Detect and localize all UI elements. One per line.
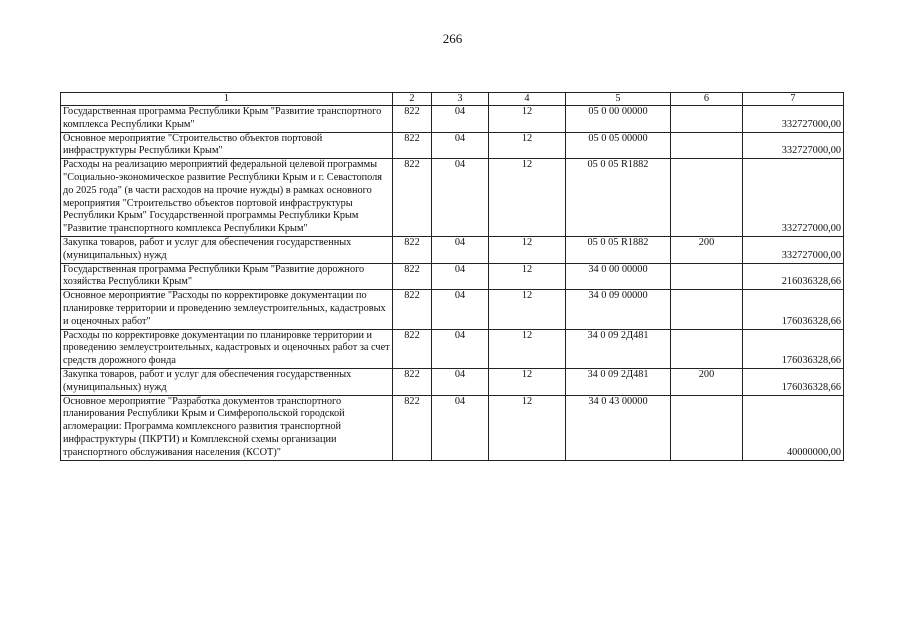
row-expense-type-cell xyxy=(671,159,743,237)
row-expense-type-cell xyxy=(671,263,743,290)
row-target-article-cell: 34 0 09 00000 xyxy=(566,290,671,329)
row-subsection-cell: 12 xyxy=(489,132,566,159)
row-grbs-cell: 822 xyxy=(393,236,432,263)
row-subsection-cell: 12 xyxy=(489,290,566,329)
row-subsection-cell: 12 xyxy=(489,263,566,290)
column-header: 6 xyxy=(671,93,743,106)
column-header: 7 xyxy=(743,93,844,106)
row-amount-cell: 176036328,66 xyxy=(743,290,844,329)
row-grbs-cell: 822 xyxy=(393,159,432,237)
column-header: 1 xyxy=(61,93,393,106)
row-grbs-cell: 822 xyxy=(393,329,432,368)
table-row xyxy=(61,290,844,329)
page-number: 266 xyxy=(442,31,463,46)
row-amount-cell: 332727000,00 xyxy=(743,106,844,133)
row-section-cell: 04 xyxy=(432,329,489,368)
row-subsection-cell: 12 xyxy=(489,329,566,368)
row-name-cell: Основное мероприятие "Разработка документов транспортного планирования Республики Крым и Симферопольской городской агломерации: Программа комплексного развития транспортной инфраструктуры (ПКРТИ) и Комплексной схемы организации транспортного обслуживания населения (КСОТ)" xyxy=(61,395,393,460)
row-expense-type-cell: 200 xyxy=(671,236,743,263)
row-section-cell: 04 xyxy=(432,236,489,263)
row-name-cell: Расходы на реализацию мероприятий федеральной целевой программы "Социально-экономическое развитие Республики Крым и г. Севастополя до 2025 года" (в части расходов на прочие нужды) в рамках основного мероприятия "Строительство объектов портовой инфраструктуры Республики Крым" Государственной программы Республики Крым "Развитие транспортного комплекса Республики Крым" xyxy=(61,159,393,237)
row-expense-type-cell xyxy=(671,395,743,460)
table-row xyxy=(61,329,844,368)
row-grbs-cell: 822 xyxy=(393,263,432,290)
column-header: 3 xyxy=(432,93,489,106)
table-row xyxy=(61,395,844,460)
row-target-article-cell: 34 0 00 00000 xyxy=(566,263,671,290)
row-amount-cell: 332727000,00 xyxy=(743,159,844,237)
row-name-cell: Закупка товаров, работ и услуг для обеспечения государственных (муниципальных) нужд xyxy=(61,236,393,263)
row-target-article-cell: 05 0 05 R1882 xyxy=(566,159,671,237)
row-name-cell: Государственная программа Республики Крым "Развитие транспортного комплекса Республики Крым" xyxy=(61,106,393,133)
row-grbs-cell: 822 xyxy=(393,106,432,133)
row-grbs-cell: 822 xyxy=(393,290,432,329)
row-name-cell: Расходы по корректировке документации по планировке территории и проведению землеустроительных, кадастровых и оценочных работ за счет средств дорожного фонда xyxy=(61,329,393,368)
row-target-article-cell: 34 0 43 00000 xyxy=(566,395,671,460)
row-name-cell: Основное мероприятие "Расходы по корректировке документации по планировке территории и проведению землеустроительных, кадастровых и оценочных работ" xyxy=(61,290,393,329)
row-amount-cell: 216036328,66 xyxy=(743,263,844,290)
row-target-article-cell: 34 0 09 2Д481 xyxy=(566,329,671,368)
row-section-cell: 04 xyxy=(432,368,489,395)
row-subsection-cell: 12 xyxy=(489,236,566,263)
column-header: 4 xyxy=(489,93,566,106)
row-expense-type-cell xyxy=(671,106,743,133)
table-row xyxy=(61,159,844,237)
row-grbs-cell: 822 xyxy=(393,395,432,460)
table-header-row xyxy=(61,93,844,106)
column-header: 2 xyxy=(393,93,432,106)
row-section-cell: 04 xyxy=(432,395,489,460)
row-target-article-cell: 05 0 00 00000 xyxy=(566,106,671,133)
row-amount-cell: 40000000,00 xyxy=(743,395,844,460)
row-subsection-cell: 12 xyxy=(489,368,566,395)
row-section-cell: 04 xyxy=(432,106,489,133)
table-row xyxy=(61,368,844,395)
row-amount-cell: 176036328,66 xyxy=(743,329,844,368)
row-grbs-cell: 822 xyxy=(393,132,432,159)
table-row xyxy=(61,263,844,290)
row-subsection-cell: 12 xyxy=(489,395,566,460)
column-header: 5 xyxy=(566,93,671,106)
table-row xyxy=(61,106,844,133)
row-name-cell: Государственная программа Республики Крым "Развитие дорожного хозяйства Республики Крым" xyxy=(61,263,393,290)
table-row xyxy=(61,132,844,159)
row-amount-cell: 332727000,00 xyxy=(743,132,844,159)
row-name-cell: Закупка товаров, работ и услуг для обеспечения государственных (муниципальных) нужд xyxy=(61,368,393,395)
row-target-article-cell: 05 0 05 R1882 xyxy=(566,236,671,263)
row-name-cell: Основное мероприятие "Строительство объектов портовой инфраструктуры Республики Крым" xyxy=(61,132,393,159)
row-expense-type-cell xyxy=(671,290,743,329)
budget-table xyxy=(60,92,844,461)
table-row xyxy=(61,236,844,263)
row-section-cell: 04 xyxy=(432,290,489,329)
row-expense-type-cell: 200 xyxy=(671,368,743,395)
row-section-cell: 04 xyxy=(432,132,489,159)
row-grbs-cell: 822 xyxy=(393,368,432,395)
row-amount-cell: 176036328,66 xyxy=(743,368,844,395)
row-section-cell: 04 xyxy=(432,159,489,237)
row-subsection-cell: 12 xyxy=(489,159,566,237)
row-section-cell: 04 xyxy=(432,263,489,290)
row-expense-type-cell xyxy=(671,132,743,159)
row-subsection-cell: 12 xyxy=(489,106,566,133)
row-target-article-cell: 05 0 05 00000 xyxy=(566,132,671,159)
row-expense-type-cell xyxy=(671,329,743,368)
row-amount-cell: 332727000,00 xyxy=(743,236,844,263)
row-target-article-cell: 34 0 09 2Д481 xyxy=(566,368,671,395)
